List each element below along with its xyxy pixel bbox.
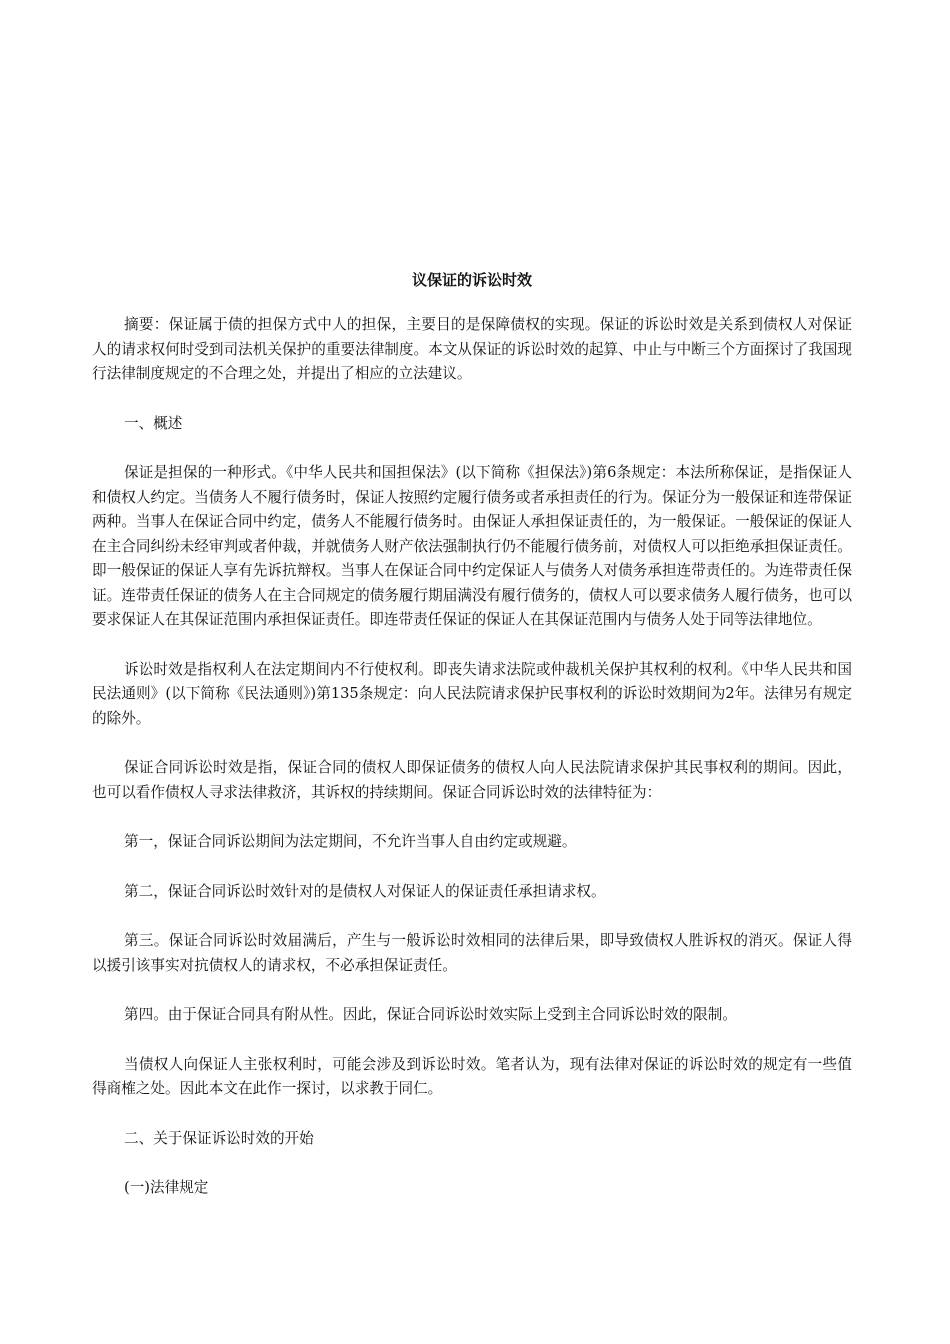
section-heading-overview: 一、概述 [124,414,183,432]
body-paragraph: 第三。保证合同诉讼时效届满后，产生与一般诉讼时效相同的法律后果，即导致债权人胜诉权的消灭。保证人得以援引该事实对抗债权人的请求权，不必承担保证责任。 [92,932,852,974]
document-body [92,313,852,1226]
body-paragraph: 第四。由于保证合同具有附从性。因此，保证合同诉讼时效实际上受到主合同诉讼时效的限制。 [124,1006,737,1023]
document-title: 议保证的诉讼时效 [411,271,532,289]
body-paragraph: 第二，保证合同诉讼时效针对的是债权人对保证人的保证责任承担请求权。 [124,882,606,900]
body-paragraph: 第一，保证合同诉讼期间为法定期间，不允许当事人自由约定或规避。 [124,833,577,850]
body-paragraph: 诉讼时效是指权利人在法定期间内不行使权利。即丧失请求法院或仲裁机关保护其权利的权利。《中华人民共和国民法通则》(以下简称《民法通则》)第135条规定：向人民法院请求保护民事权利的诉讼时效期间为2年。法律另有规定的除外。 [92,660,852,727]
body-paragraph: 保证是担保的一种形式。《中华人民共和国担保法》(以下简称《担保法》)第6条规定：本法所称保证，是指保证人和债权人约定。当债务人不履行债务时，保证人按照约定履行债务或者承担责任的行为。保证分为一般保证和连带保证两种。当事人在保证合同中约定，债务人不能履行债务时。由保证人承担保证责任的，为一般保证。一般保证的保证人在主合同纠纷未经审判或者仲裁，并就债务人财产依法强制执行仍不能履行债务前，对债权人可以拒绝承担保证责任。即一般保证的保证人享有先诉抗辩权。当事人在保证合同中约定保证人与债务人对债务承担连带责任的。为连带责任保证。连带责任保证的债务人在主合同规定的债务履行期届满没有履行债务的，债权人可以要求债务人履行债务，也可以要求保证人在其保证范围内承担保证责任。即连带责任保证的保证人在其保证范围内与债务人处于同等法律地位。 [92,464,852,628]
subsection-heading-legal: (一)法律规定 [124,1179,209,1196]
body-paragraph: 保证合同诉讼时效是指，保证合同的债权人即保证债务的债权人向人民法院请求保护其民事权利的期间。因此，也可以看作债权人寻求法律救济，其诉权的持续期间。保证合同诉讼时效的法律特征为： [92,759,852,801]
abstract-paragraph: 摘要：保证属于债的担保方式中人的担保，主要目的是保障债权的实现。保证的诉讼时效是关系到债权人对保证人的请求权何时受到司法机关保护的重要法律制度。本文从保证的诉讼时效的起算、中止与中断三个方面探讨了我国现行法律制度规定的不合理之处，并提出了相应的立法建议。 [92,316,852,382]
body-paragraph: 当债权人向保证人主张权利时，可能会涉及到诉讼时效。笔者认为，现有法律对保证的诉讼时效的规定有一些值得商榷之处。因此本文在此作一探讨，以求教于同仁。 [92,1055,852,1097]
section-heading-start: 二、关于保证诉讼时效的开始 [124,1129,314,1147]
